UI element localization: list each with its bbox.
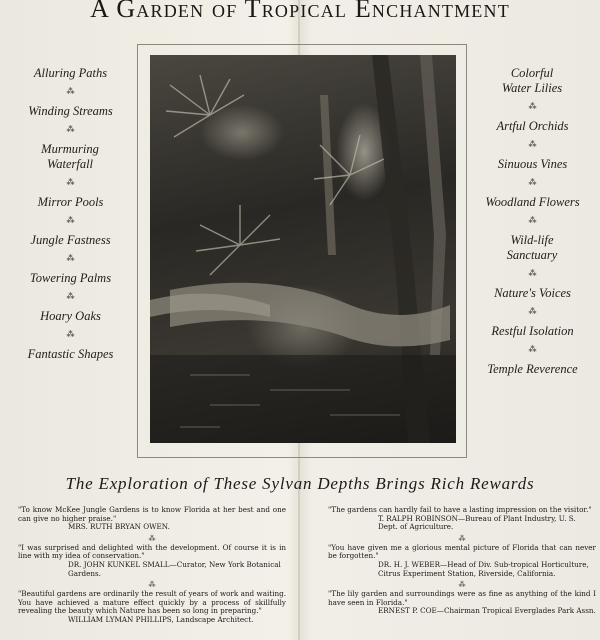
ornament-icon: ⁂: [528, 140, 537, 149]
testimonial-attribution: DR. H. J. WEBER—Head of Div. Sub-tropical Horticulture, Citrus Experiment Station, Riverside, California.: [378, 559, 589, 578]
feature-item: Colorful Water Lilies: [501, 66, 563, 95]
testimonial: [18, 590, 286, 624]
testimonials-right: [328, 506, 596, 619]
ornament-icon: ⁂: [528, 345, 537, 354]
feature-item: Temple Reverence: [487, 362, 578, 376]
testimonial-text: "The gardens can hardly fail to have a lasting impression on the visitor.": [328, 505, 592, 514]
feature-item: Artful Orchids: [496, 119, 569, 133]
feature-item: Sinuous Vines: [497, 157, 568, 171]
testimonial: [18, 544, 286, 578]
feature-item: Murmuring Waterfall: [41, 142, 99, 171]
testimonial-text: "Beautiful gardens are ordinarily the result of years of work and waiting. You have achieved a mature effect quickly by a process of skillfully revealing the beauty which Nature has been so long in preparing.": [18, 589, 286, 616]
ornament-icon: ⁂: [528, 102, 537, 111]
ornament-icon: ⁂: [148, 581, 156, 590]
feature-item: Jungle Fastness: [30, 233, 111, 247]
ornament-icon: ⁂: [458, 581, 466, 590]
feature-item: Hoary Oaks: [40, 309, 101, 323]
testimonial: [328, 544, 596, 578]
testimonial-text: "The lily garden and surroundings were as fine as anything of the kind I have seen in Florida.": [328, 589, 596, 607]
ornament-icon: ⁂: [66, 292, 75, 301]
testimonial-attribution: MRS. RUTH BRYAN OWEN.: [68, 522, 170, 532]
ornament-icon: ⁂: [66, 178, 75, 187]
jungle-photo: [150, 55, 456, 443]
ornament-icon: ⁂: [66, 87, 75, 96]
ornament-icon: ⁂: [66, 216, 75, 225]
testimonial: [18, 506, 286, 532]
feature-item: Wild-life Sanctuary: [506, 233, 558, 262]
ornament-icon: ⁂: [528, 178, 537, 187]
ornament-icon: ⁂: [528, 307, 537, 316]
ornament-icon: ⁂: [66, 125, 75, 134]
feature-item: Woodland Flowers: [485, 195, 580, 209]
left-feature-list: [8, 66, 133, 362]
testimonial-attribution: ERNEST P. COE—Chairman Tropical Everglades Park Assn.: [378, 606, 596, 616]
ornament-icon: ⁂: [458, 534, 466, 543]
feature-item: Fantastic Shapes: [27, 347, 114, 361]
testimonial-text: "To know McKee Jungle Gardens is to know Florida at her best and one can give no higher praise.": [18, 505, 286, 523]
right-feature-list: [470, 66, 595, 377]
testimonial: [328, 590, 596, 616]
feature-item: Mirror Pools: [37, 195, 104, 209]
feature-item: Nature's Voices: [494, 286, 571, 300]
ornament-icon: ⁂: [528, 269, 537, 278]
feature-item: Restful Isolation: [491, 324, 574, 338]
page-title: A Garden of Tropical Enchantment: [90, 0, 510, 23]
ornament-icon: ⁂: [66, 330, 75, 339]
testimonial-attribution: WILLIAM LYMAN PHILLIPS, Landscape Architect.: [68, 614, 254, 624]
section-subtitle: The Exploration of These Sylvan Depths Brings Rich Rewards: [65, 474, 535, 493]
ornament-icon: ⁂: [66, 254, 75, 263]
feature-item: Towering Palms: [29, 271, 112, 285]
testimonial-text: "I was surprised and delighted with the development. Of course it is in line with my idea of conservation.": [18, 542, 286, 561]
feature-item: Alluring Paths: [33, 66, 108, 80]
ornament-icon: ⁂: [528, 216, 537, 225]
testimonial-attribution: DR. JOHN KUNKEL SMALL—Curator, New York Botanical Gardens.: [68, 559, 281, 578]
testimonials-left: [18, 506, 286, 628]
testimonial-text: "You have given me a glorious mental picture of Florida that can never be forgotten.": [328, 542, 596, 561]
jungle-scene-illustration: [150, 55, 456, 443]
ornament-icon: ⁂: [148, 534, 156, 543]
feature-item: Winding Streams: [28, 104, 113, 118]
testimonial: [328, 506, 596, 532]
testimonial-attribution: T. RALPH ROBINSON—Bureau of Plant Industry, U. S. Dept. of Agriculture.: [378, 513, 576, 532]
